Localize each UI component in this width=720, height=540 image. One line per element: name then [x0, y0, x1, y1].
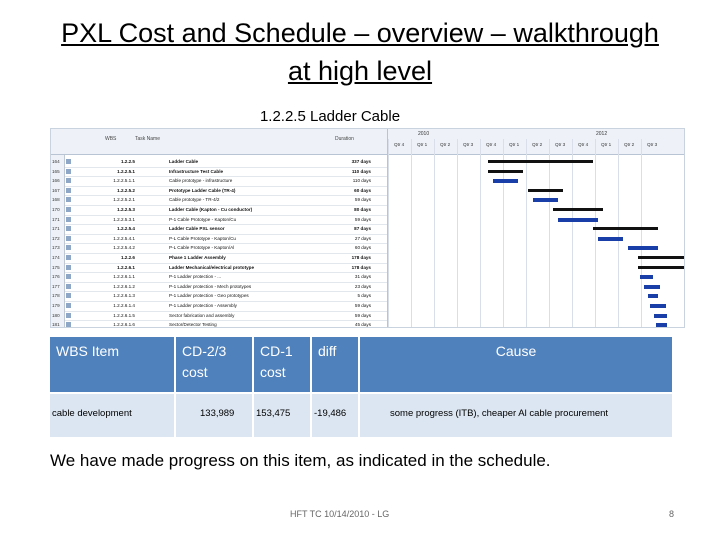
gantt-row-duration: 60 days	[354, 245, 371, 251]
gantt-task-bar	[598, 237, 623, 241]
timescale-gridline	[457, 139, 458, 328]
timescale-gridline	[411, 139, 412, 328]
timescale-gridline	[549, 139, 550, 328]
timescale-gridline	[618, 139, 619, 328]
gantt-header-duration: Duration	[335, 136, 354, 142]
task-indicator-icon	[66, 303, 71, 308]
gantt-row-duration: 87 days	[354, 226, 371, 232]
gantt-row-duration: 80 days	[354, 207, 371, 212]
cost-table-cell-wbs-item: cable development	[50, 394, 174, 437]
gantt-row-number: 168	[52, 197, 60, 203]
gantt-summary-bar	[488, 160, 593, 163]
task-indicator-icon	[66, 217, 71, 222]
gantt-row-task-name: Sector/Detector Testing	[169, 322, 217, 328]
timescale-quarter: Qtr 1	[417, 142, 428, 147]
cost-table	[50, 337, 672, 437]
task-indicator-icon	[66, 188, 71, 193]
gantt-row-task-name: P-1 Cable Prototype - Kapton/Cu	[169, 216, 237, 222]
timescale-gridline	[480, 139, 481, 328]
gantt-row-task-name: Sector fabrication and assembly	[169, 312, 235, 318]
gantt-row-duration: 110 days	[352, 178, 371, 184]
task-indicator-icon	[66, 236, 71, 241]
gantt-task-bar	[640, 275, 653, 279]
gantt-row-number: 178	[52, 293, 60, 299]
gantt-row-number: 164	[52, 159, 60, 164]
gantt-row-task-name: P-L Cable Prototype - Kapton/Cu	[169, 235, 236, 241]
gantt-row-task-name: P-1 Ladder protection - ...	[169, 274, 222, 280]
gantt-row-task-name: Cable prototype - TR-4/2	[169, 197, 220, 203]
gantt-row-task-name: P-1 Ladder protection - Geo prototypes	[169, 293, 249, 299]
gantt-row-duration: 337 days	[351, 159, 371, 164]
gantt-row-number: 166	[52, 178, 60, 184]
cost-table-header-cd1-cost: CD-1 cost	[254, 337, 310, 392]
gantt-row-number: 171	[52, 226, 60, 232]
gantt-row-wbs: 1.2.2.6.1.1	[113, 274, 135, 280]
gantt-row-duration: 45 days	[354, 322, 371, 328]
gantt-header-task-name: Task Name	[135, 136, 161, 142]
gantt-row-task-name: Phase 1 Ladder Assembly	[169, 255, 226, 260]
task-indicator-icon	[66, 265, 71, 270]
gantt-row-task-name: P-1 Ladder protection - Mech prototypes	[169, 283, 252, 289]
task-indicator-icon	[66, 169, 71, 174]
gantt-task-bar	[650, 304, 666, 308]
task-indicator-icon	[66, 178, 71, 183]
gantt-task-bar	[533, 198, 558, 202]
gantt-row-task-name: Ladder Cable	[169, 159, 199, 164]
timescale-gridline	[572, 139, 573, 328]
gantt-summary-bar	[553, 208, 603, 211]
task-indicator-icon	[66, 207, 71, 212]
gantt-row-duration: 178 days	[351, 264, 371, 270]
task-indicator-icon	[66, 293, 71, 298]
timescale-year: 2012	[596, 131, 608, 137]
gantt-row-number: 172	[52, 235, 60, 241]
gantt-row-wbs: 1.2.2.5.3.1	[113, 216, 135, 222]
task-indicator-icon	[66, 255, 71, 260]
gantt-row-wbs: 1.2.2.6.1.5	[113, 312, 135, 318]
gantt-row-duration: 178 days	[351, 255, 371, 260]
gantt-row-number: 179	[52, 303, 60, 308]
task-indicator-icon	[66, 197, 71, 202]
gantt-row-wbs: 1.2.2.6.1	[117, 264, 135, 270]
gantt-chart-area	[387, 129, 685, 328]
gantt-row-wbs: 1.2.2.5.1	[117, 168, 135, 174]
gantt-row-duration: 5 days	[357, 293, 371, 299]
gantt-summary-bar	[593, 227, 658, 230]
page-number: 8	[669, 509, 675, 519]
gantt-summary-bar	[488, 170, 523, 173]
timescale-quarter: Qtr 2	[440, 142, 451, 147]
timescale-gridline	[641, 139, 642, 328]
timescale-quarter: Qtr 2	[532, 142, 543, 147]
gantt-row-number: 170	[52, 207, 60, 212]
gantt-row-duration: 23 days	[354, 283, 371, 289]
timescale-quarter: Qtr 3	[647, 142, 658, 147]
gantt-row-number: 177	[52, 283, 60, 289]
task-indicator-icon	[66, 274, 71, 279]
gantt-task-bar	[628, 246, 658, 250]
gantt-row-number: 175	[52, 264, 60, 270]
gantt-row-duration: 31 days	[354, 274, 371, 280]
timescale-quarter: Qtr 1	[601, 142, 612, 147]
timescale-gridline	[388, 139, 389, 328]
gantt-row-wbs: 1.2.2.6.1.2	[113, 283, 135, 289]
timescale-gridline	[526, 139, 527, 328]
gantt-row-wbs: 1.2.2.6	[120, 255, 135, 260]
task-indicator-icon	[66, 159, 71, 164]
gantt-row-duration: 60 days	[354, 187, 371, 193]
gantt-row-wbs: 1.2.2.6.1.4	[113, 303, 135, 308]
timescale-quarter: Qtr 1	[509, 142, 520, 147]
cost-table-cell-cd23-cost: 133,989	[176, 394, 252, 437]
gantt-summary-bar	[528, 189, 563, 192]
cost-table-header-diff: diff	[312, 337, 358, 392]
gantt-row-number: 171	[52, 216, 60, 222]
cost-table-header-cd23-cost: CD-2/3 cost	[176, 337, 252, 392]
gantt-row-number: 174	[52, 255, 60, 260]
gantt-schedule-screenshot	[50, 128, 685, 328]
gantt-row-wbs: 1.2.2.6.1.3	[113, 293, 135, 299]
task-indicator-icon	[66, 226, 71, 231]
timescale-gridline	[434, 139, 435, 328]
gantt-row-task-name: P-L Cable Prototype - Kapton/Al	[169, 245, 235, 251]
task-indicator-icon	[66, 284, 71, 289]
gantt-row-number: 176	[52, 274, 60, 280]
timescale-quarter: Qtr 3	[463, 142, 474, 147]
gantt-row-task-name: Prototype Ladder Cable (TR-4)	[169, 187, 236, 193]
timescale-quarter: Qtr 3	[555, 142, 566, 147]
cost-table-cell-cd1-cost: 153,475	[254, 394, 310, 437]
task-indicator-icon	[66, 322, 71, 327]
gantt-task-bar	[644, 285, 660, 289]
gantt-task-bar	[648, 294, 658, 298]
gantt-task-bar	[656, 323, 667, 327]
gantt-row-number: 173	[52, 245, 60, 251]
gantt-row-wbs: 1.2.2.5.4.1	[113, 235, 135, 241]
progress-note: We have made progress on this item, as indicated in the schedule.	[50, 451, 551, 470]
gantt-row-wbs: 1.2.2.5.2	[117, 187, 135, 193]
gantt-row-duration: 27 days	[354, 235, 371, 241]
gantt-row-number: 180	[52, 312, 60, 318]
cost-table-header-wbs-item: WBS Item	[50, 337, 174, 392]
gantt-row-task-name: Ladder Mechanical/electrical prototype	[169, 264, 255, 270]
gantt-row-task-name: Infrastructure Test Cable	[169, 168, 224, 174]
timescale-quarter: Qtr 4	[486, 142, 497, 147]
slide-subtitle: 1.2.2.5 Ladder Cable	[259, 108, 401, 125]
gantt-task-bar	[493, 179, 518, 183]
task-indicator-icon	[66, 245, 71, 250]
gantt-row-wbs: 1.2.2.6.1.6	[113, 322, 135, 328]
gantt-row-number: 167	[52, 187, 60, 193]
gantt-row-duration: 59 days	[354, 303, 371, 308]
gantt-row-wbs: 1.2.2.5.2.1	[113, 197, 135, 203]
gantt-row-wbs: 1.2.2.5.3	[117, 207, 135, 212]
cost-table-header-cause: Cause	[360, 337, 672, 392]
timescale-quarter: Qtr 4	[394, 142, 405, 147]
timescale-gridline	[503, 139, 504, 328]
gantt-row-task-name: Ladder Cable (Kapton - Cu conductor)	[169, 207, 253, 212]
gantt-task-bar	[558, 218, 598, 222]
gantt-header-wbs: WBS	[105, 136, 117, 142]
gantt-row-duration: 110 days	[351, 168, 371, 174]
gantt-row-task-name: P-1 Ladder protection - Assembly	[169, 303, 237, 308]
slide-footer: HFT TC 10/14/2010 - LG	[290, 509, 390, 519]
gantt-row-task-name: Cable prototype - infrastructure	[169, 178, 233, 184]
timescale-quarter: Qtr 4	[578, 142, 589, 147]
cost-table-cell-diff: -19,486	[312, 394, 358, 437]
gantt-row-wbs: 1.2.2.5.1.1	[113, 178, 135, 184]
gantt-row-number: 181	[52, 322, 60, 328]
gantt-row-duration: 59 days	[354, 197, 371, 203]
gantt-summary-bar	[638, 256, 685, 259]
slide-title: PXL Cost and Schedule – overview – walkthrough at high level	[61, 18, 659, 86]
timescale-quarter: Qtr 2	[624, 142, 635, 147]
gantt-row-wbs: 1.2.2.5	[120, 159, 135, 164]
gantt-row-wbs: 1.2.2.5.4.2	[113, 245, 135, 251]
gantt-row-duration: 59 days	[354, 312, 371, 318]
timescale-year: 2010	[418, 131, 430, 137]
task-indicator-icon	[66, 313, 71, 318]
gantt-row-task-name: Ladder Cable PXL sensor	[169, 226, 225, 232]
gantt-task-bar	[654, 314, 667, 318]
gantt-summary-bar	[638, 266, 685, 269]
gantt-row-wbs: 1.2.2.5.4	[117, 226, 135, 232]
cost-table-cell-cause: some progress (ITB), cheaper Al cable procurement	[360, 394, 672, 437]
timescale-gridline	[595, 139, 596, 328]
gantt-row-number: 165	[52, 168, 60, 174]
gantt-row-duration: 59 days	[354, 216, 371, 222]
